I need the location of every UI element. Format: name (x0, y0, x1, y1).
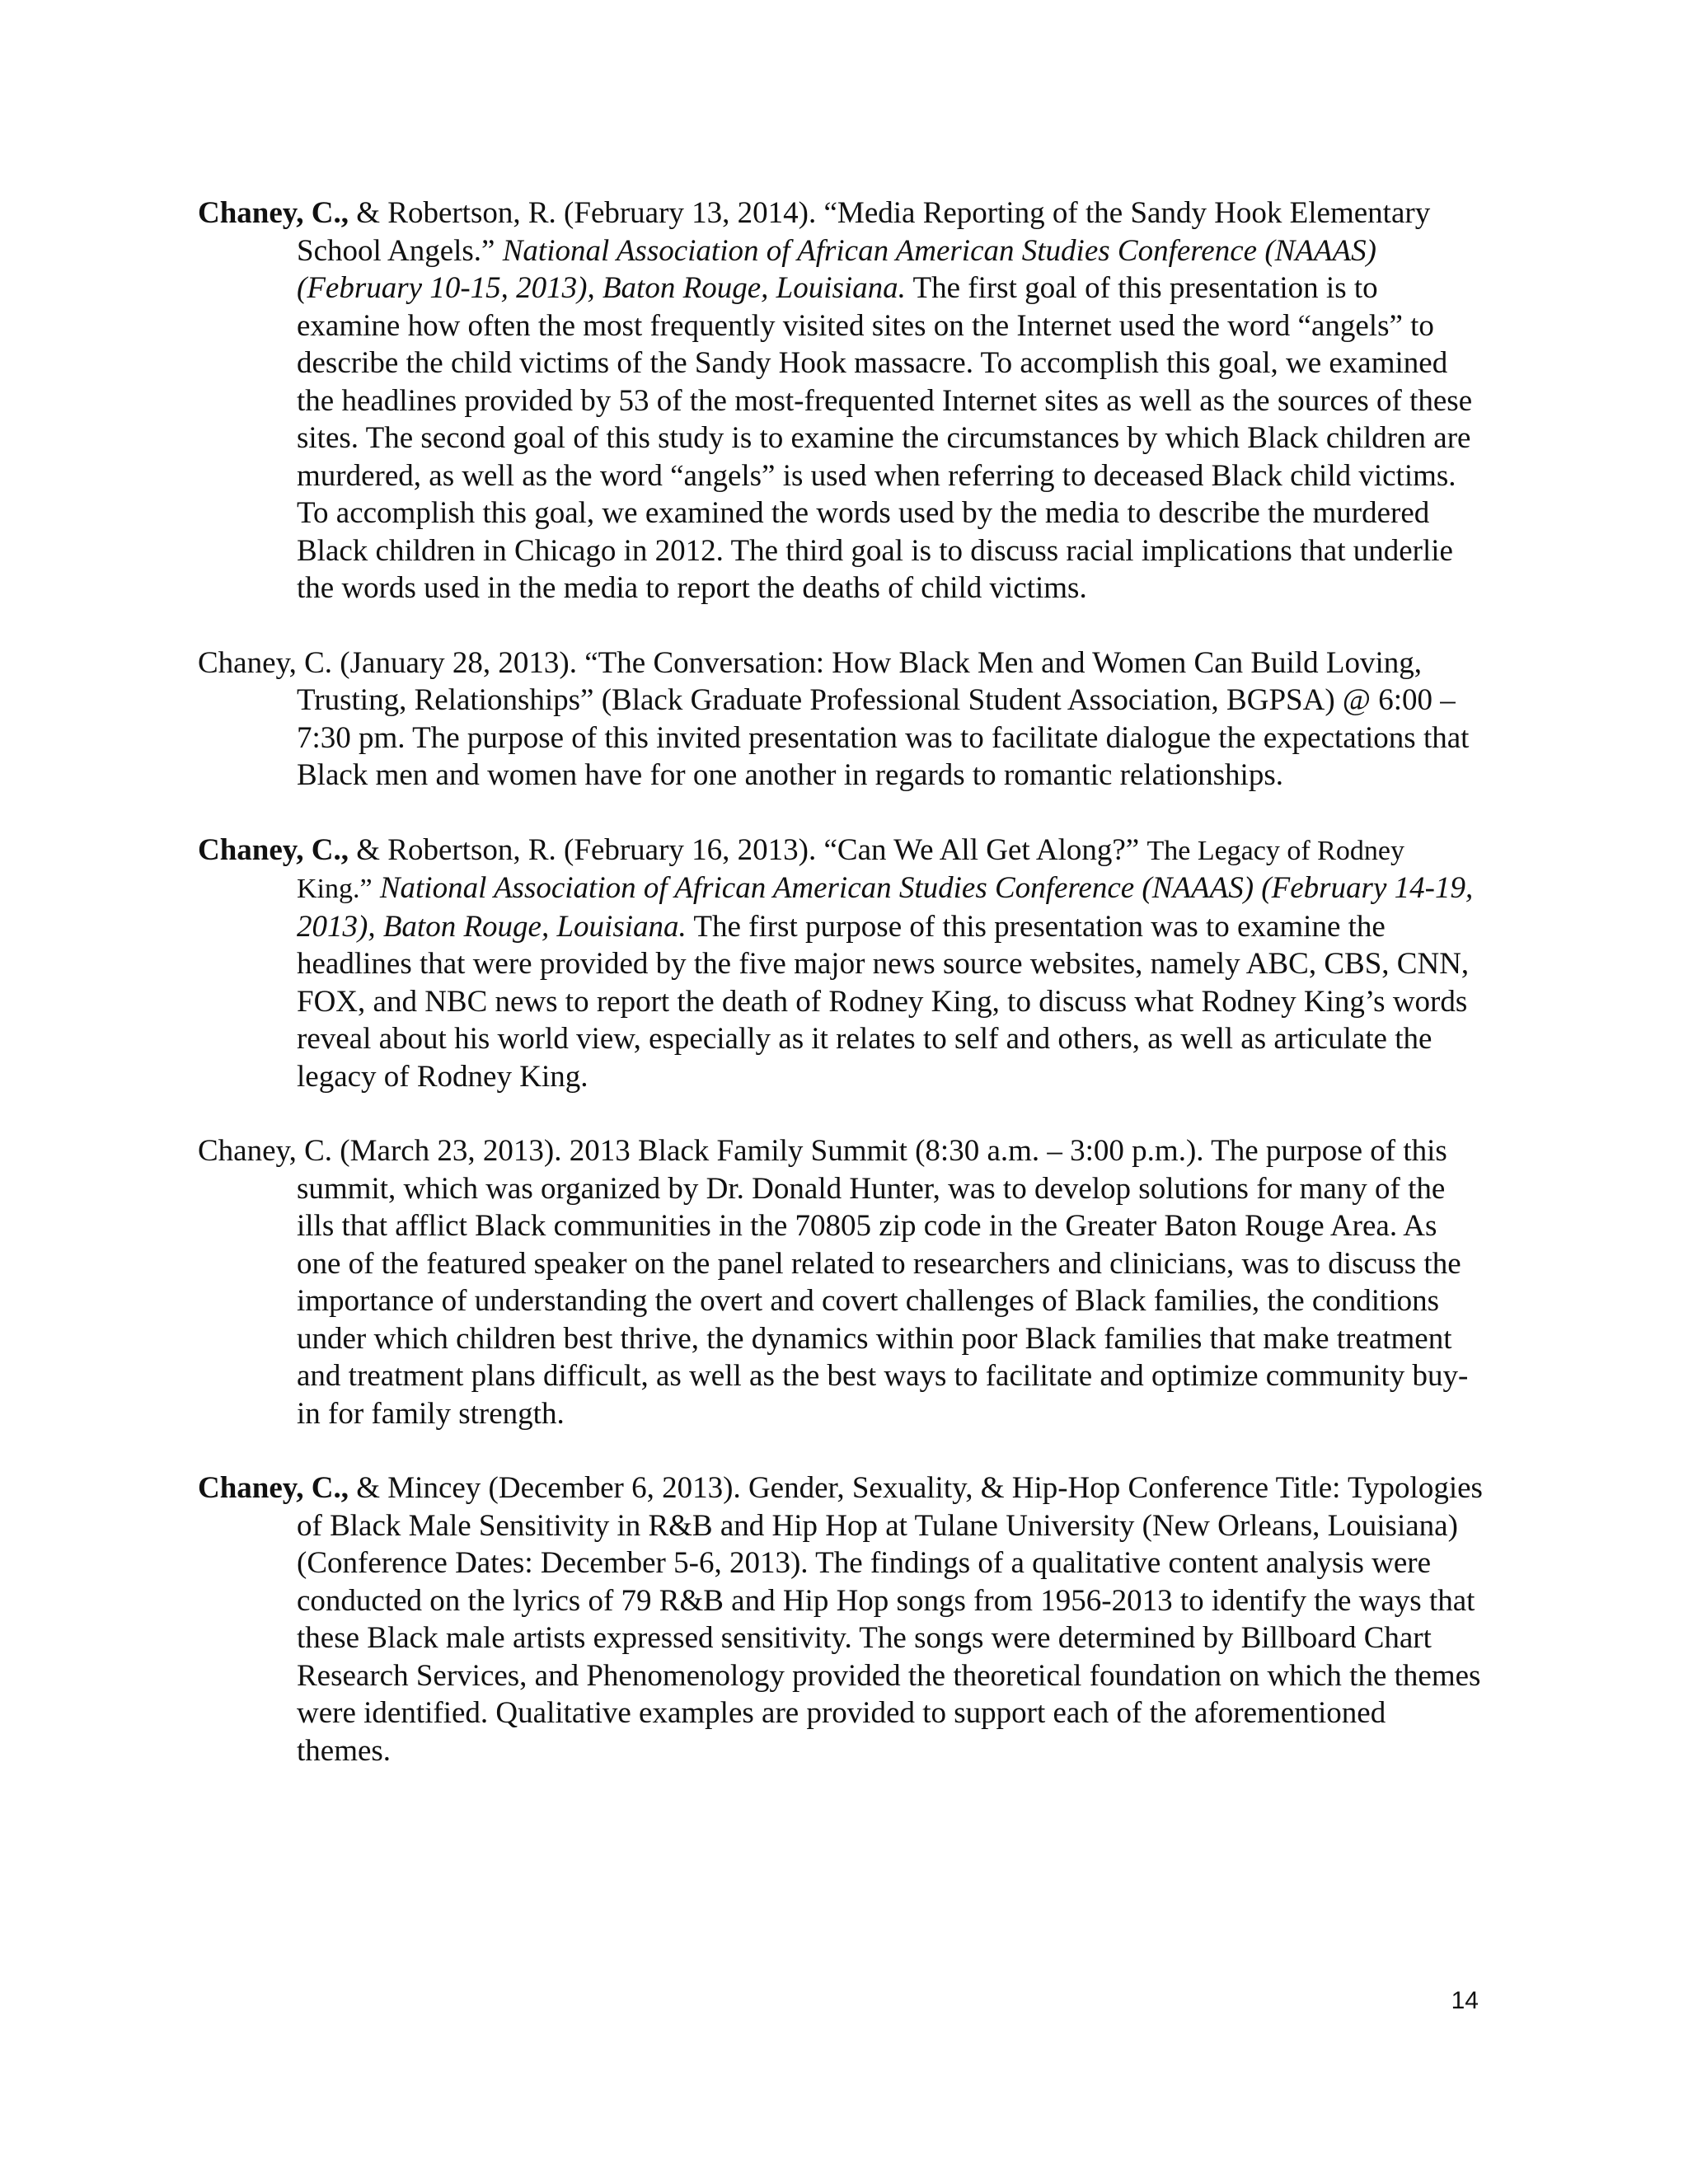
presentation-entry-hip-hop-conference (198, 1469, 1484, 1769)
entry-citation-text: & Robertson, R. (February 13, 2014). “Media Reporting of the Sandy Hook Elementary School Angels.” (297, 196, 1431, 268)
presentations-list (198, 194, 1484, 1807)
entry-author-bold: Chaney, C., (198, 196, 349, 230)
page-number: 14 (1451, 1987, 1479, 2014)
entry-citation-text: & Robertson, R. (February 16, 2013). “Can We All Get Along?” (348, 832, 1147, 867)
entry-full-text: Chaney, C. (March 23, 2013). 2013 Black Family Summit (8:30 a.m. – 3:00 p.m.). The purpose of this summit, which was organized by Dr. Donald Hunter, was to develop solutions for many of the ills that afflict Black communities in the 70805 zip code in the Greater Baton Rouge Area. As one of the featured speaker on the panel related to researchers and clinicians, was to discuss the importance of understanding the overt and covert challenges of Black families, the conditions under which children best thrive, the dynamics within poor Black families that make treatment and treatment plans difficult, as well as the best ways to facilitate and optimize community buy-in for family strength. (198, 1134, 1469, 1431)
entry-author-bold: Chaney, C., (198, 832, 349, 867)
entry-title-continuation: The Legacy of Rodney King.” (297, 835, 1404, 904)
entry-description: The first purpose of this presentation was to examine the headlines that were provided by the five major news source websites, namely ABC, CBS, CNN, FOX, and NBC news to report the death of Rodney King, to discuss what Rodney King’s words reveal about his world view, especially as it relates to self and others, as well as articulate the legacy of Rodney King. (297, 909, 1470, 1094)
entry-author-bold: Chaney, C., (198, 1471, 349, 1505)
entry-venue: National Association of African American Studies Conference (NAAAS) (February 10-15, 2013), Baton Rouge, Louisiana. (297, 233, 1376, 305)
entry-venue: National Association of African American Studies Conference (NAAAS) (February 14-19, 2013), Baton Rouge, Louisiana. (297, 871, 1474, 944)
presentation-entry-the-conversation (198, 644, 1484, 794)
entry-description: & Mincey (December 6, 2013). Gender, Sexuality, & Hip-Hop Conference Title: Typologies of Black Male Sensitivity in R&B and Hip Hop at Tulane University (New Orleans, Louisiana) (Conference Dates: December 5-6, 2013). The findings of a qualitative content analysis were conducted on the lyrics of 79 R&B and Hip Hop songs from 1956-2013 to identify the ways that these Black male artists expressed sensitivity. The songs were determined by Billboard Chart Research Services, and Phenomenology provided the theoretical foundation on which the themes were identified. Qualitative examples are provided to support each of the aforementioned themes. (297, 1471, 1483, 1768)
entry-full-text: Chaney, C. (January 28, 2013). “The Conversation: How Black Men and Women Can Build Loving, Trusting, Relationships” (Black Graduate Professional Student Association, BGPSA) @ 6:00 – 7:30 pm. The purpose of this invited presentation was to facilitate dialogue the expectations that Black men and women have for one another in regards to romantic relationships. (198, 645, 1470, 792)
presentation-entry-sandy-hook (198, 194, 1484, 607)
presentation-entry-family-summit (198, 1132, 1484, 1432)
entry-description: The first goal of this presentation is to examine how often the most frequently visited sites on the Internet used the word “angels” to describe the child victims of the Sandy Hook massacre. To accomplish this goal, we examined the headlines provided by 53 of the most-frequented Internet sites as well as the sources of these sites. The second goal of this study is to examine the circumstances by which Black children are murdered, as well as the word “angels” is used when referring to deceased Black child victims. To accomplish this goal, we examined the words used by the media to describe the murdered Black children in Chicago in 2012. The third goal is to discuss racial implications that underlie the words used in the media to report the deaths of child victims. (297, 271, 1473, 605)
entry-spacer-text (373, 871, 380, 905)
presentation-entry-rodney-king (198, 832, 1484, 1096)
